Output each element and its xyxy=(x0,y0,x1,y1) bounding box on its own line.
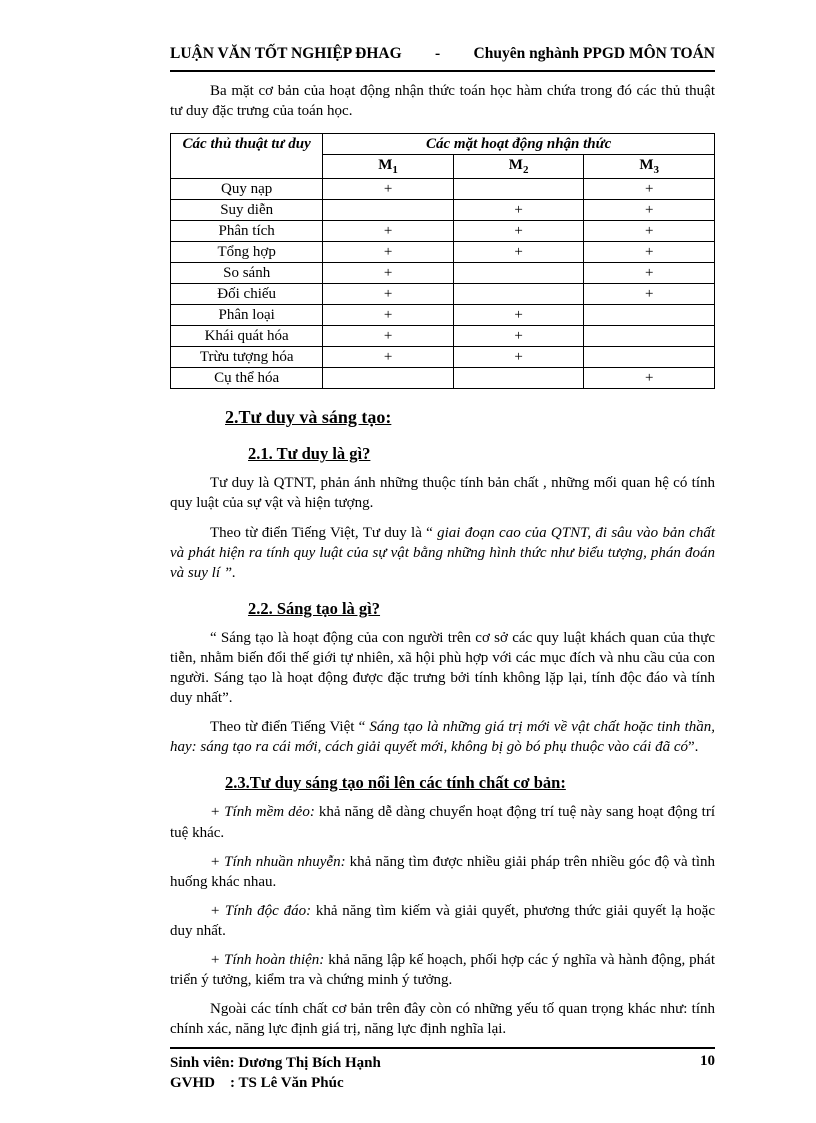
paragraph-lead: Theo từ điển Tiếng Việt, Tư duy là “ xyxy=(210,524,433,541)
dictionary-quote: giai đoạn cao của QTNT, đi sâu vào bản chất và phát hiện ra tính quy luật của sự vật bằng những hình thức như biểu tượng, phán đoán và suy lí ”. xyxy=(170,524,716,581)
cell-m2 xyxy=(453,263,584,284)
cell-m2 xyxy=(453,368,584,389)
student-name-line: Sinh viên: Dương Thị Bích Hạnh xyxy=(170,1054,381,1071)
property-name: + Tính nhuần nhuyễn: xyxy=(210,853,346,870)
column-header-m1 xyxy=(323,155,454,179)
m1-subscript: 1 xyxy=(392,164,398,177)
table-row xyxy=(171,284,715,305)
paragraph-sang-tao-dictionary xyxy=(170,717,715,757)
section-heading-2: 2.Tư duy và sáng tạo: xyxy=(225,407,392,428)
page-number: 10 xyxy=(700,1052,715,1069)
cell-m1: + xyxy=(323,347,454,368)
property-description: khả năng tìm kiếm và giải quyết, phương thức giải quyết lạ hoặc duy nhất. xyxy=(170,902,715,939)
paragraph-tu-duy-definition: Tư duy là QTNT, phản ánh những thuộc tính bản chất , những mối quan hệ có tính quy luật của sự vật và hiện tượng. xyxy=(170,475,715,512)
cell-m3: + xyxy=(584,221,715,242)
row-label: Tổng hợp xyxy=(171,242,323,263)
intro-paragraph: Ba mặt cơ bản của hoạt động nhận thức toán học hàm chứa trong đó các thủ thuật tư duy đặc trưng của toán học. xyxy=(170,83,715,120)
dictionary-quote: Sáng tạo là những giá trị mới về vật chất hoặc tinh thần, hay: sáng tạo ra cái mới, cách giải quyết mới, không bị gò bó phụ thuộc vào cái đã có xyxy=(170,719,715,756)
property-description: khả năng tìm được nhiều giải pháp trên nhiều góc độ và tình huống khác nhau. xyxy=(170,853,715,890)
cell-m3 xyxy=(584,305,715,326)
paragraph-sang-tao-definition: “ Sáng tạo là hoạt động của con người trên cơ sở các quy luật khách quan của thực tiễn, nhằm biến đổi thế giới tự nhiên, xã hội phù hợp với các mục đích và nhu cầu của con người. Sáng tạo là hoạt động được đặc trưng bởi tính không lặp lại, tính độc đáo và tính duy nhất”. xyxy=(170,629,715,707)
table-row xyxy=(171,242,715,263)
row-label: So sánh xyxy=(171,263,323,284)
thinking-techniques-table xyxy=(170,133,715,389)
cell-m3: + xyxy=(584,200,715,221)
cell-m3: + xyxy=(584,368,715,389)
cell-m1: + xyxy=(323,179,454,200)
property-item xyxy=(170,802,715,842)
property-name: + Tính mềm dẻo: xyxy=(210,804,315,821)
column-header-m2 xyxy=(453,155,584,179)
cell-m1: + xyxy=(323,284,454,305)
property-item xyxy=(170,950,715,990)
cell-m3: + xyxy=(584,284,715,305)
paragraph-lead: Theo từ điển Tiếng Việt “ xyxy=(210,719,366,736)
cell-m2: + xyxy=(453,347,584,368)
m2-label: M xyxy=(508,157,523,174)
cell-m3 xyxy=(584,326,715,347)
header-separator: - xyxy=(435,45,441,62)
cell-m1 xyxy=(323,368,454,389)
cell-m3: + xyxy=(584,242,715,263)
quote-end: ”. xyxy=(688,739,699,756)
paragraph-tu-duy-dictionary xyxy=(170,523,715,583)
property-item xyxy=(170,852,715,892)
cell-m1: + xyxy=(323,326,454,347)
table-row xyxy=(171,368,715,389)
page-footer xyxy=(170,1047,715,1094)
cell-m1: + xyxy=(323,242,454,263)
property-name: + Tính hoàn thiện: xyxy=(210,951,325,968)
row-label: Trừu tượng hóa xyxy=(171,347,323,368)
cell-m2 xyxy=(453,179,584,200)
m1-label: M xyxy=(378,157,393,174)
row-label: Đối chiếu xyxy=(171,284,323,305)
row-label: Quy nạp xyxy=(171,179,323,200)
table-row xyxy=(171,179,715,200)
column-group-header-aspects: Các mặt hoạt động nhận thức xyxy=(323,134,715,155)
cell-m3: + xyxy=(584,263,715,284)
cell-m1: + xyxy=(323,305,454,326)
property-name: + Tính độc đáo: xyxy=(210,902,312,919)
column-header-techniques: Các thủ thuật tư duy xyxy=(171,134,323,179)
cell-m1: + xyxy=(323,221,454,242)
document-body xyxy=(170,81,715,1039)
closing-paragraph: Ngoài các tính chất cơ bản trên đây còn có những yếu tố quan trọng khác như: tính chính xác, năng lực định giá trị, năng lực định nghĩa lại. xyxy=(170,1001,715,1038)
header-title-left: LUẬN VĂN TỐT NGHIỆP ĐHAG xyxy=(170,45,402,62)
advisor-line: GVHD : TS Lê Văn Phúc xyxy=(170,1074,344,1091)
cell-m2: + xyxy=(453,221,584,242)
property-description: khả năng dễ dàng chuyển hoạt động trí tuệ này sang hoạt động trí tuệ khác. xyxy=(170,804,715,841)
cell-m2: + xyxy=(453,305,584,326)
page-header xyxy=(170,45,715,72)
cell-m2: + xyxy=(453,326,584,347)
cell-m2: + xyxy=(453,200,584,221)
column-header-m3 xyxy=(584,155,715,179)
table-header-row xyxy=(171,134,715,155)
table-row xyxy=(171,305,715,326)
header-title-right: Chuyên nghành PPGD MÔN TOÁN xyxy=(473,45,715,62)
row-label: Khái quát hóa xyxy=(171,326,323,347)
footer-credits xyxy=(170,1053,381,1094)
cell-m2: + xyxy=(453,242,584,263)
property-description: khả năng lập kế hoạch, phối hợp các ý nghĩa và hành động, phát triển ý tưởng, kiểm tra và chứng minh ý tưởng. xyxy=(170,951,715,989)
subsection-heading-2-1: 2.1. Tư duy là gì? xyxy=(248,444,371,464)
row-label: Phân tích xyxy=(171,221,323,242)
table-row xyxy=(171,221,715,242)
cell-m3: + xyxy=(584,179,715,200)
subsection-heading-2-3: 2.3.Tư duy sáng tạo nổi lên các tính chất cơ bản: xyxy=(225,773,566,793)
row-label: Cụ thể hóa xyxy=(171,368,323,389)
cell-m3 xyxy=(584,347,715,368)
cell-m1 xyxy=(323,200,454,221)
table-row xyxy=(171,263,715,284)
m3-label: M xyxy=(639,157,654,174)
table-row xyxy=(171,347,715,368)
m2-subscript: 2 xyxy=(522,164,529,177)
row-label: Phân loại xyxy=(171,305,323,326)
cell-m2 xyxy=(453,284,584,305)
table-row xyxy=(171,326,715,347)
m3-subscript: 3 xyxy=(653,164,660,177)
row-label: Suy diễn xyxy=(171,200,323,221)
property-item xyxy=(170,901,715,941)
cell-m1: + xyxy=(323,263,454,284)
subsection-heading-2-2: 2.2. Sáng tạo là gì? xyxy=(248,598,381,618)
table-row xyxy=(171,200,715,221)
